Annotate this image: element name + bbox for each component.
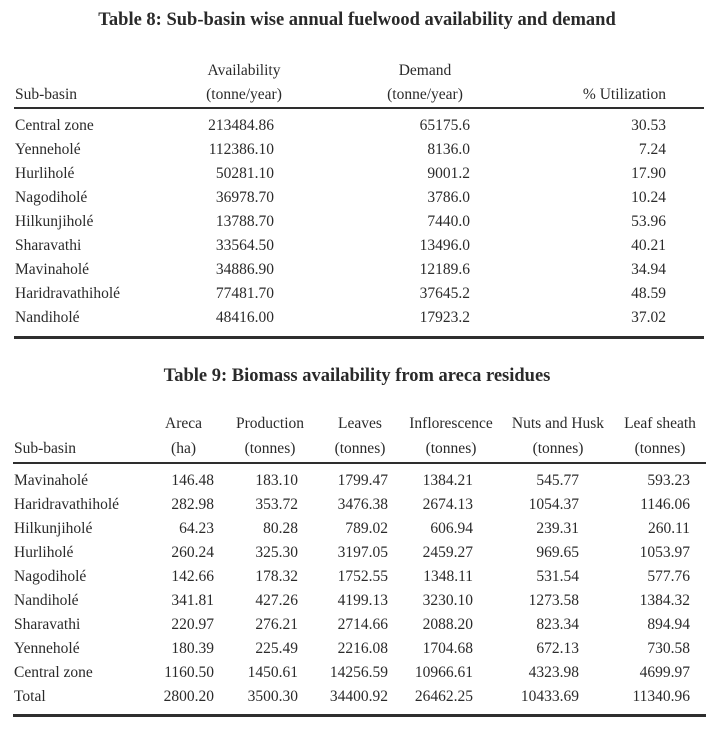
table9-nuts-husk-cell: 969.65 — [536, 544, 579, 561]
table9-leaf-sheath-cell: 730.58 — [647, 640, 690, 657]
table9-subbasin-cell: Sharavathi — [14, 616, 81, 633]
table9-header-leaves-line2: (tonnes) — [334, 440, 386, 457]
table9-header-production-line2: (tonnes) — [244, 440, 296, 457]
table8-availability-cell: 34886.90 — [215, 261, 274, 278]
table8-subbasin-cell: Sharavathi — [15, 237, 82, 254]
table9-header-nuts-line1: Nuts and Husk — [511, 415, 605, 432]
table9-leaves-cell: 4199.13 — [337, 592, 388, 609]
table9-inflorescence-cell: 1704.68 — [422, 640, 473, 657]
table8-header-availability-line2: (tonne/year) — [206, 86, 282, 103]
table9-production-cell: 325.30 — [255, 544, 298, 561]
table9-subbasin-cell: Mavinaholé — [14, 472, 89, 489]
table9-areca-cell: 142.66 — [171, 568, 214, 585]
table9-areca-cell: 260.24 — [171, 544, 214, 561]
table9-inflorescence-cell: 1348.11 — [423, 568, 473, 585]
table9-production-cell: 225.49 — [255, 640, 298, 657]
table8-demand-cell: 3786.0 — [427, 189, 470, 206]
table9-areca-cell: 220.97 — [171, 616, 214, 633]
table9-header-rule — [13, 462, 706, 464]
table8-availability-cell: 36978.70 — [215, 189, 274, 206]
table9-leaves-cell: 789.02 — [345, 520, 388, 537]
table9-subbasin-cell: Haridravathiholé — [14, 496, 120, 513]
table8-demand-cell: 8136.0 — [427, 141, 470, 158]
table9-subbasin-cell: Total — [14, 688, 46, 705]
table9-inflorescence-cell: 10966.61 — [414, 664, 473, 681]
table9-nuts-husk-cell: 1054.37 — [528, 496, 579, 513]
table8-demand-cell: 13496.0 — [419, 237, 470, 254]
table8-subbasin-cell: Mavinaholé — [15, 261, 90, 278]
table8-bottom-rule — [14, 336, 704, 339]
table9-nuts-husk-cell: 4323.98 — [528, 664, 579, 681]
table9-subbasin-cell: Hilkunjiholé — [14, 520, 93, 537]
table9-inflorescence-cell: 2459.27 — [422, 544, 473, 561]
table9-production-cell: 353.72 — [255, 496, 298, 513]
table8-header-demand-line2: (tonne/year) — [387, 86, 463, 103]
table9-areca-cell: 282.98 — [171, 496, 214, 513]
table9-nuts-husk-cell: 672.13 — [536, 640, 579, 657]
table9-areca-cell: 1160.50 — [164, 664, 214, 681]
table8-demand-cell: 12189.6 — [419, 261, 470, 278]
table8-header-demand-line1: Demand — [398, 62, 452, 79]
table9-leaves-cell: 14256.59 — [329, 664, 388, 681]
table8-subbasin-cell: Central zone — [15, 117, 94, 134]
table9-leaf-sheath-cell: 11340.96 — [632, 688, 690, 705]
table9-leaf-sheath-cell: 593.23 — [647, 472, 690, 489]
table8-demand-cell: 37645.2 — [419, 285, 470, 302]
table9-subbasin-cell: Yenneholé — [14, 640, 80, 657]
table9-areca-cell: 180.39 — [171, 640, 214, 657]
table9-areca-cell: 64.23 — [179, 520, 214, 537]
table8-demand-cell: 7440.0 — [427, 213, 470, 230]
table9-leaf-sheath-cell: 260.11 — [647, 520, 690, 537]
table9-nuts-husk-cell: 545.77 — [536, 472, 579, 489]
table8-header-rule — [14, 107, 704, 109]
table9-inflorescence-cell: 26462.25 — [414, 688, 473, 705]
table9-areca-cell: 146.48 — [171, 472, 214, 489]
table8-availability-cell: 112386.10 — [208, 141, 274, 158]
table9-subbasin-cell: Nandiholé — [14, 592, 79, 609]
table9-areca-cell: 341.81 — [171, 592, 214, 609]
table8-header-utilization: % Utilization — [582, 86, 666, 103]
table9-nuts-husk-cell: 239.31 — [536, 520, 579, 537]
table9-header-sheath-line2: (tonnes) — [634, 440, 686, 457]
table9-header-inflorescence-line1: Inflorescence — [409, 415, 493, 432]
table8-subbasin-cell: Haridravathiholé — [15, 285, 121, 302]
table9-header-subbasin: Sub-basin — [14, 440, 76, 457]
table8-header-availability-line1: Availability — [207, 62, 281, 79]
table9-header-areca-line2: (ha) — [171, 440, 196, 457]
table9-leaves-cell: 2714.66 — [337, 616, 388, 633]
table9-leaf-sheath-cell: 894.94 — [647, 616, 690, 633]
table9-production-cell: 3500.30 — [247, 688, 298, 705]
table9-production-cell: 276.21 — [255, 616, 298, 633]
table8-utilization-cell: 40.21 — [631, 237, 666, 254]
table9-header-production-line1: Production — [235, 415, 305, 432]
table9-header-inflorescence-line2: (tonnes) — [425, 440, 477, 457]
table8-utilization-cell: 10.24 — [631, 189, 666, 206]
table8-utilization-cell: 7.24 — [638, 141, 666, 158]
table8-header-subbasin: Sub-basin — [15, 86, 77, 103]
table9-production-cell: 183.10 — [255, 472, 298, 489]
table8-availability-cell: 77481.70 — [215, 285, 274, 302]
table9-header-leaves-line1: Leaves — [338, 415, 382, 432]
table8-subbasin-cell: Hurliholé — [15, 165, 75, 182]
table9-leaves-cell: 3197.05 — [337, 544, 388, 561]
table9-subbasin-cell: Central zone — [14, 664, 93, 681]
table9-nuts-husk-cell: 823.34 — [536, 616, 579, 633]
table9-leaves-cell: 3476.38 — [337, 496, 388, 513]
table9-nuts-husk-cell: 1273.58 — [528, 592, 579, 609]
table9-subbasin-cell: Hurliholé — [14, 544, 74, 561]
table9-header-nuts-line2: (tonnes) — [532, 440, 584, 457]
table9-leaf-sheath-cell: 1384.32 — [639, 592, 690, 609]
table8-availability-cell: 213484.86 — [208, 117, 274, 134]
table8-title: Table 8: Sub-basin wise annual fuelwood availability and demand — [98, 10, 616, 30]
table9-inflorescence-cell: 2674.13 — [422, 496, 473, 513]
table9-leaves-cell: 2216.08 — [337, 640, 388, 657]
table8-demand-cell: 9001.2 — [427, 165, 470, 182]
table8-utilization-cell: 17.90 — [631, 165, 666, 182]
table8-availability-cell: 33564.50 — [215, 237, 274, 254]
table9-leaves-cell: 1799.47 — [337, 472, 388, 489]
table8-subbasin-cell: Nagodiholé — [15, 189, 88, 206]
table9-production-cell: 178.32 — [255, 568, 298, 585]
table9-production-cell: 80.28 — [263, 520, 298, 537]
table9-leaves-cell: 1752.55 — [337, 568, 388, 585]
table9-title: Table 9: Biomass availability from areca residues — [163, 366, 551, 386]
table9-inflorescence-cell: 3230.10 — [422, 592, 473, 609]
table9-inflorescence-cell: 2088.20 — [422, 616, 473, 633]
table9-leaf-sheath-cell: 4699.97 — [639, 664, 690, 681]
table9-production-cell: 427.26 — [255, 592, 298, 609]
table9-areca-cell: 2800.20 — [163, 688, 214, 705]
table8-demand-cell: 65175.6 — [419, 117, 470, 134]
table9-production-cell: 1450.61 — [247, 664, 298, 681]
table8-demand-cell: 17923.2 — [419, 309, 470, 326]
table8-availability-cell: 50281.10 — [215, 165, 274, 182]
table8-utilization-cell: 48.59 — [631, 285, 666, 302]
table9-header-sheath-line1: Leaf sheath — [624, 415, 696, 432]
table9-inflorescence-cell: 1384.21 — [422, 472, 473, 489]
table9-nuts-husk-cell: 531.54 — [536, 568, 579, 585]
table9-leaf-sheath-cell: 577.76 — [647, 568, 690, 585]
table8-utilization-cell: 53.96 — [631, 213, 666, 230]
table9-bottom-rule — [13, 714, 706, 717]
table8-availability-cell: 48416.00 — [215, 309, 274, 326]
table9-leaves-cell: 34400.92 — [329, 688, 388, 705]
table8-availability-cell: 13788.70 — [215, 213, 274, 230]
table8-utilization-cell: 37.02 — [631, 309, 666, 326]
table9-subbasin-cell: Nagodiholé — [14, 568, 87, 585]
table9-inflorescence-cell: 606.94 — [430, 520, 473, 537]
table9-nuts-husk-cell: 10433.69 — [520, 688, 579, 705]
table8-subbasin-cell: Hilkunjiholé — [15, 213, 94, 230]
table8-utilization-cell: 34.94 — [631, 261, 666, 278]
table9-leaf-sheath-cell: 1146.06 — [640, 496, 690, 513]
table9-header-areca-line1: Areca — [165, 415, 202, 432]
table8-subbasin-cell: Yenneholé — [15, 141, 81, 158]
table9-leaf-sheath-cell: 1053.97 — [639, 544, 690, 561]
table8-utilization-cell: 30.53 — [631, 117, 666, 134]
table8-subbasin-cell: Nandiholé — [15, 309, 80, 326]
